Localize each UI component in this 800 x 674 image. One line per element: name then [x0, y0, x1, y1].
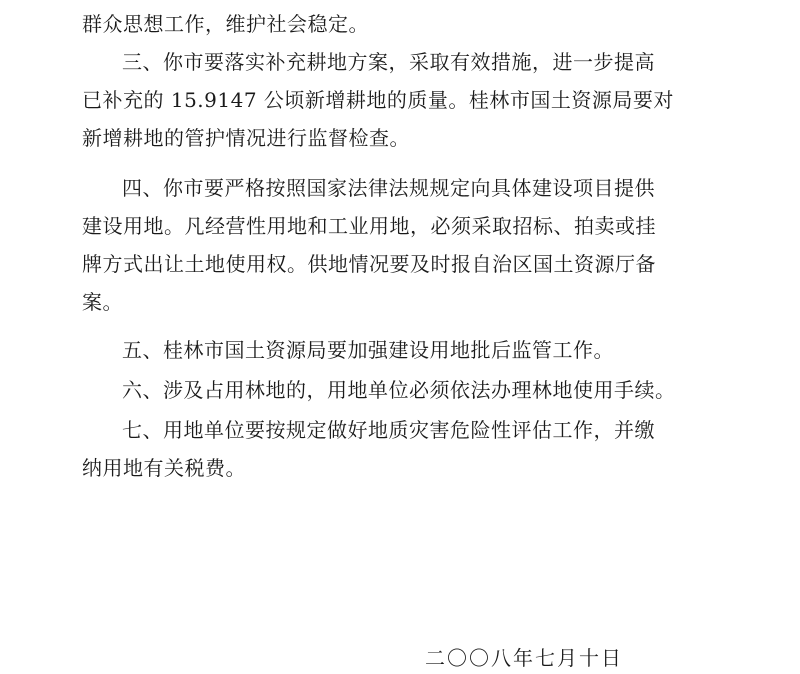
paragraph-line: 群众思想工作，维护社会稳定。: [82, 12, 369, 36]
paragraph-line: 七、用地单位要按规定做好地质灾害危险性评估工作，并缴: [122, 418, 655, 442]
paragraph-line: 纳用地有关税费。: [82, 456, 246, 480]
paragraph-line: 六、涉及占用林地的，用地单位必须依法办理林地使用手续。: [122, 378, 676, 402]
paragraph-line: 案。: [82, 290, 123, 314]
paragraph-line: 牌方式出让土地使用权。供地情况要及时报自治区国土资源厅备: [82, 252, 656, 276]
paragraph-line: 三、你市要落实补充耕地方案，采取有效措施，进一步提高: [122, 50, 655, 74]
document-date: 二〇〇八年七月十日: [425, 646, 623, 670]
paragraph-line: 新增耕地的管护情况进行监督检查。: [82, 126, 410, 150]
paragraph-line: 已补充的 15.9147 公顷新增耕地的质量。桂林市国土资源局要对: [82, 88, 674, 112]
paragraph-line: 四、你市要严格按照国家法律法规规定向具体建设项目提供: [122, 176, 655, 200]
paragraph-line: 五、桂林市国土资源局要加强建设用地批后监管工作。: [122, 338, 614, 362]
paragraph-line: 建设用地。凡经营性用地和工业用地，必须采取招标、拍卖或挂: [82, 214, 656, 238]
